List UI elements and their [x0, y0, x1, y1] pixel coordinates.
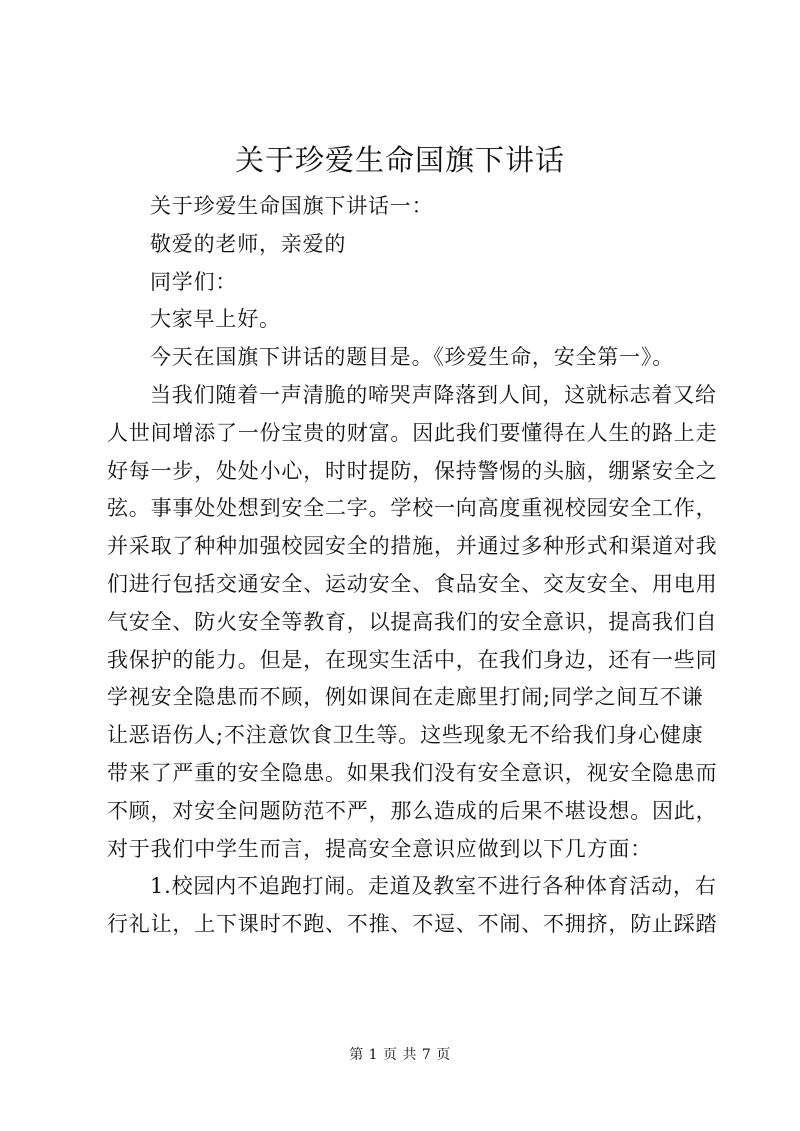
text-line: 弦。事事处处想到安全二字。学校一向高度重视校园安全工作，	[107, 496, 718, 521]
text-line: 敬爱的老师，亲爱的	[150, 231, 347, 256]
page-footer: 第 1 页 共 7 页	[349, 1047, 451, 1063]
text-line: 当我们随着一声清脆的啼哭声降落到人间，这就标志着又给	[150, 382, 717, 407]
text-line: 关于珍爱生命国旗下讲话一：	[150, 194, 434, 218]
text-line: 1.校园内不追跑打闹。走道及教室不进行各种体育活动，右	[150, 874, 717, 899]
text-line: 大家早上好。	[150, 307, 281, 332]
text-line: 并采取了种种加强校园安全的措施，并通过多种形式和渠道对我	[107, 534, 718, 559]
text-line: 不顾，对安全问题防范不严，那么造成的后果不堪设想。因此，	[107, 798, 718, 823]
text-line: 们进行包括交通安全、运动安全、食品安全、交友安全、用电用	[107, 571, 718, 596]
text-line: 同学们：	[150, 269, 238, 294]
text-line: 气安全、防火安全等教育，以提高我们的安全意识，提高我们自	[107, 609, 718, 634]
document-title: 关于珍爱生命国旗下讲话	[234, 143, 565, 177]
text-line: 今天在国旗下讲话的题目是。《珍爱生命，安全第一》。	[150, 345, 674, 370]
text-line: 让恶语伤人;不注意饮食卫生等。这些现象无不给我们身心健康	[107, 723, 704, 748]
text-line: 带来了严重的安全隐患。如果我们没有安全意识，视安全隐患而	[107, 760, 718, 785]
text-line: 好每一步，处处小心，时时提防，保持警惕的头脑，绷紧安全之	[107, 458, 718, 483]
text-line: 人世间增添了一份宝贵的财富。因此我们要懂得在人生的路上走	[107, 420, 718, 445]
text-line: 对于我们中学生而言，提高安全意识应做到以下几方面：	[107, 836, 652, 861]
document-body	[107, 188, 718, 944]
text-line: 学视安全隐患而不顾，例如课间在走廊里打闹;同学之间互不谦	[107, 685, 704, 710]
text-line: 我保护的能力。但是，在现实生活中，在我们身边，还有一些同	[107, 647, 718, 672]
text-line: 行礼让，上下课时不跑、不推、不逗、不闹、不拥挤，防止踩踏	[107, 912, 718, 937]
